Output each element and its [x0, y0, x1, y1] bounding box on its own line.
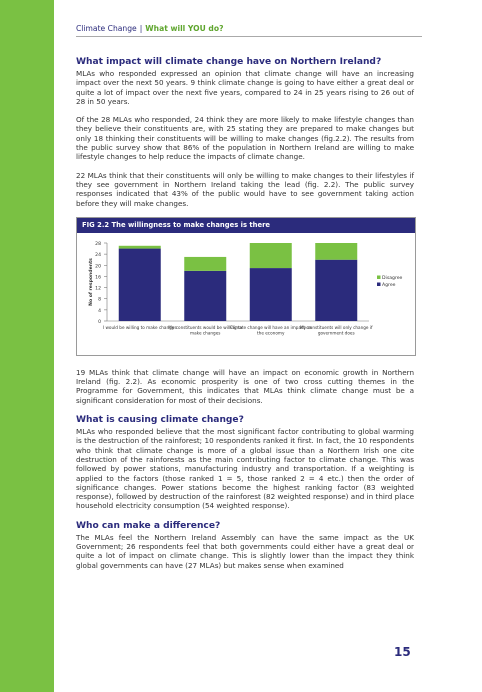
y-axis-label: No of respondents [89, 257, 94, 306]
x-tick-label: the economy [257, 330, 285, 336]
y-tick-label: 20 [95, 264, 101, 270]
y-tick-label: 24 [95, 253, 101, 259]
header-subtitle: What will YOU do? [145, 24, 224, 33]
x-tick-label: My constituents would be willing to [168, 324, 243, 330]
x-tick-label: I would be willing to make changes [102, 324, 177, 330]
legend-label-disagree: Disagree [382, 275, 403, 281]
paragraph: 22 MLAs think that their constituents will only be willing to make changes to their lifestyles if they see government in Northern Ireland taking the lead (fig. 2.2). The public survey responses indicated that 43% of the public would have to see government taking action before they will make changes. [76, 170, 414, 208]
stacked-bar-chart [77, 233, 415, 354]
bar-agree [184, 271, 226, 321]
bar-disagree [184, 257, 226, 271]
header-separator: | [139, 24, 143, 33]
y-tick-label: 16 [95, 275, 101, 281]
page-number: 15 [394, 645, 411, 659]
y-tick-label: 28 [95, 241, 101, 247]
bar-agree [315, 260, 357, 321]
paragraph: 19 MLAs think that climate change will have an impact on economic growth in Northern Ireland (fig. 2.2). As economic prosperity is one of two cross cutting themes in the Programme for Government, this indicates that MLAs think climate change must be a significant consideration for most of their decisions. [76, 367, 414, 405]
legend-label-agree: Agree [382, 282, 396, 288]
header-title: Climate Change [76, 24, 137, 33]
y-tick-label: 4 [98, 308, 101, 314]
bar-disagree [250, 243, 292, 268]
section-heading-difference: Who can make a difference? [76, 520, 221, 531]
header-rule [76, 36, 422, 37]
y-tick-label: 0 [98, 319, 101, 325]
bar-disagree [315, 243, 357, 260]
figure-title: FIG 2.2 The willingness to make changes is there [77, 218, 415, 233]
section-heading-impact: What impact will climate change have on Northern Ireland? [76, 57, 382, 67]
x-tick-label: My constituents will only change if [300, 324, 373, 330]
bar-agree [119, 248, 161, 320]
x-tick-label: make changes [190, 330, 221, 336]
figure-2-2 [76, 217, 416, 356]
legend-swatch-disagree [377, 275, 381, 279]
paragraph: Of the 28 MLAs who responded, 24 think they are more likely to make lifestyle changes than they believe their constituents are, with 25 stating they are prepared to make changes but only 18 thinking their constituents will be willing to make changes (fig.2.2). The results from the public survey show that 86% of the population in Northern Ireland are willing to make lifestyle changes to help reduce the impacts of climate change. [76, 115, 414, 162]
bar-agree [250, 268, 292, 321]
section-heading-causing: What is causing climate change? [76, 415, 244, 426]
paragraph: MLAs who responded believe that the most significant factor contributing to global warming is the destruction of the rainforest; 10 respondents ranked it first. In fact, the 10 respondents who think that climate change is more of a global issue than a Northern Irish one cite destruction of the rainforests as the main contributing factor to climate change. This was followed by power stations, manufacturing industry and transportation. If a weighting is applied to the factors (those ranked 1 = 5, those ranked 2 = 4 etc.) then the order of significance changes. Power stations become the highest ranking factor (83 weighted response), followed by destruction of the rainforest (82 weighted response) and in third place household electricity consumption (54 weighted response). [76, 427, 414, 511]
y-tick-label: 8 [98, 297, 101, 303]
running-header [76, 24, 223, 33]
page-accent-bar [0, 0, 54, 692]
paragraph: The MLAs feel the Northern Ireland Assembly can have the same impact as the UK Government; 26 respondents feel that both governments could either have a great deal or quite a lot of impact on climate change. This is slightly lower than the impact they think global governments can have (27 MLAs) but makes sense when examined [76, 532, 414, 570]
x-tick-label: government does [317, 330, 355, 336]
x-tick-label: Climate change will have an impact on [229, 324, 312, 330]
y-tick-label: 12 [95, 286, 101, 292]
bar-disagree [119, 246, 161, 249]
paragraph: MLAs who responded expressed an opinion that climate change will have an increasing impact over the next 50 years. 9 think climate change is going to have either a great deal or quite a lot of impact over the next five years, compared to 24 in 25 years rising to 26 out of 28 in 50 years. [76, 69, 414, 106]
page-content [76, 56, 414, 579]
legend-swatch-agree [377, 282, 381, 286]
